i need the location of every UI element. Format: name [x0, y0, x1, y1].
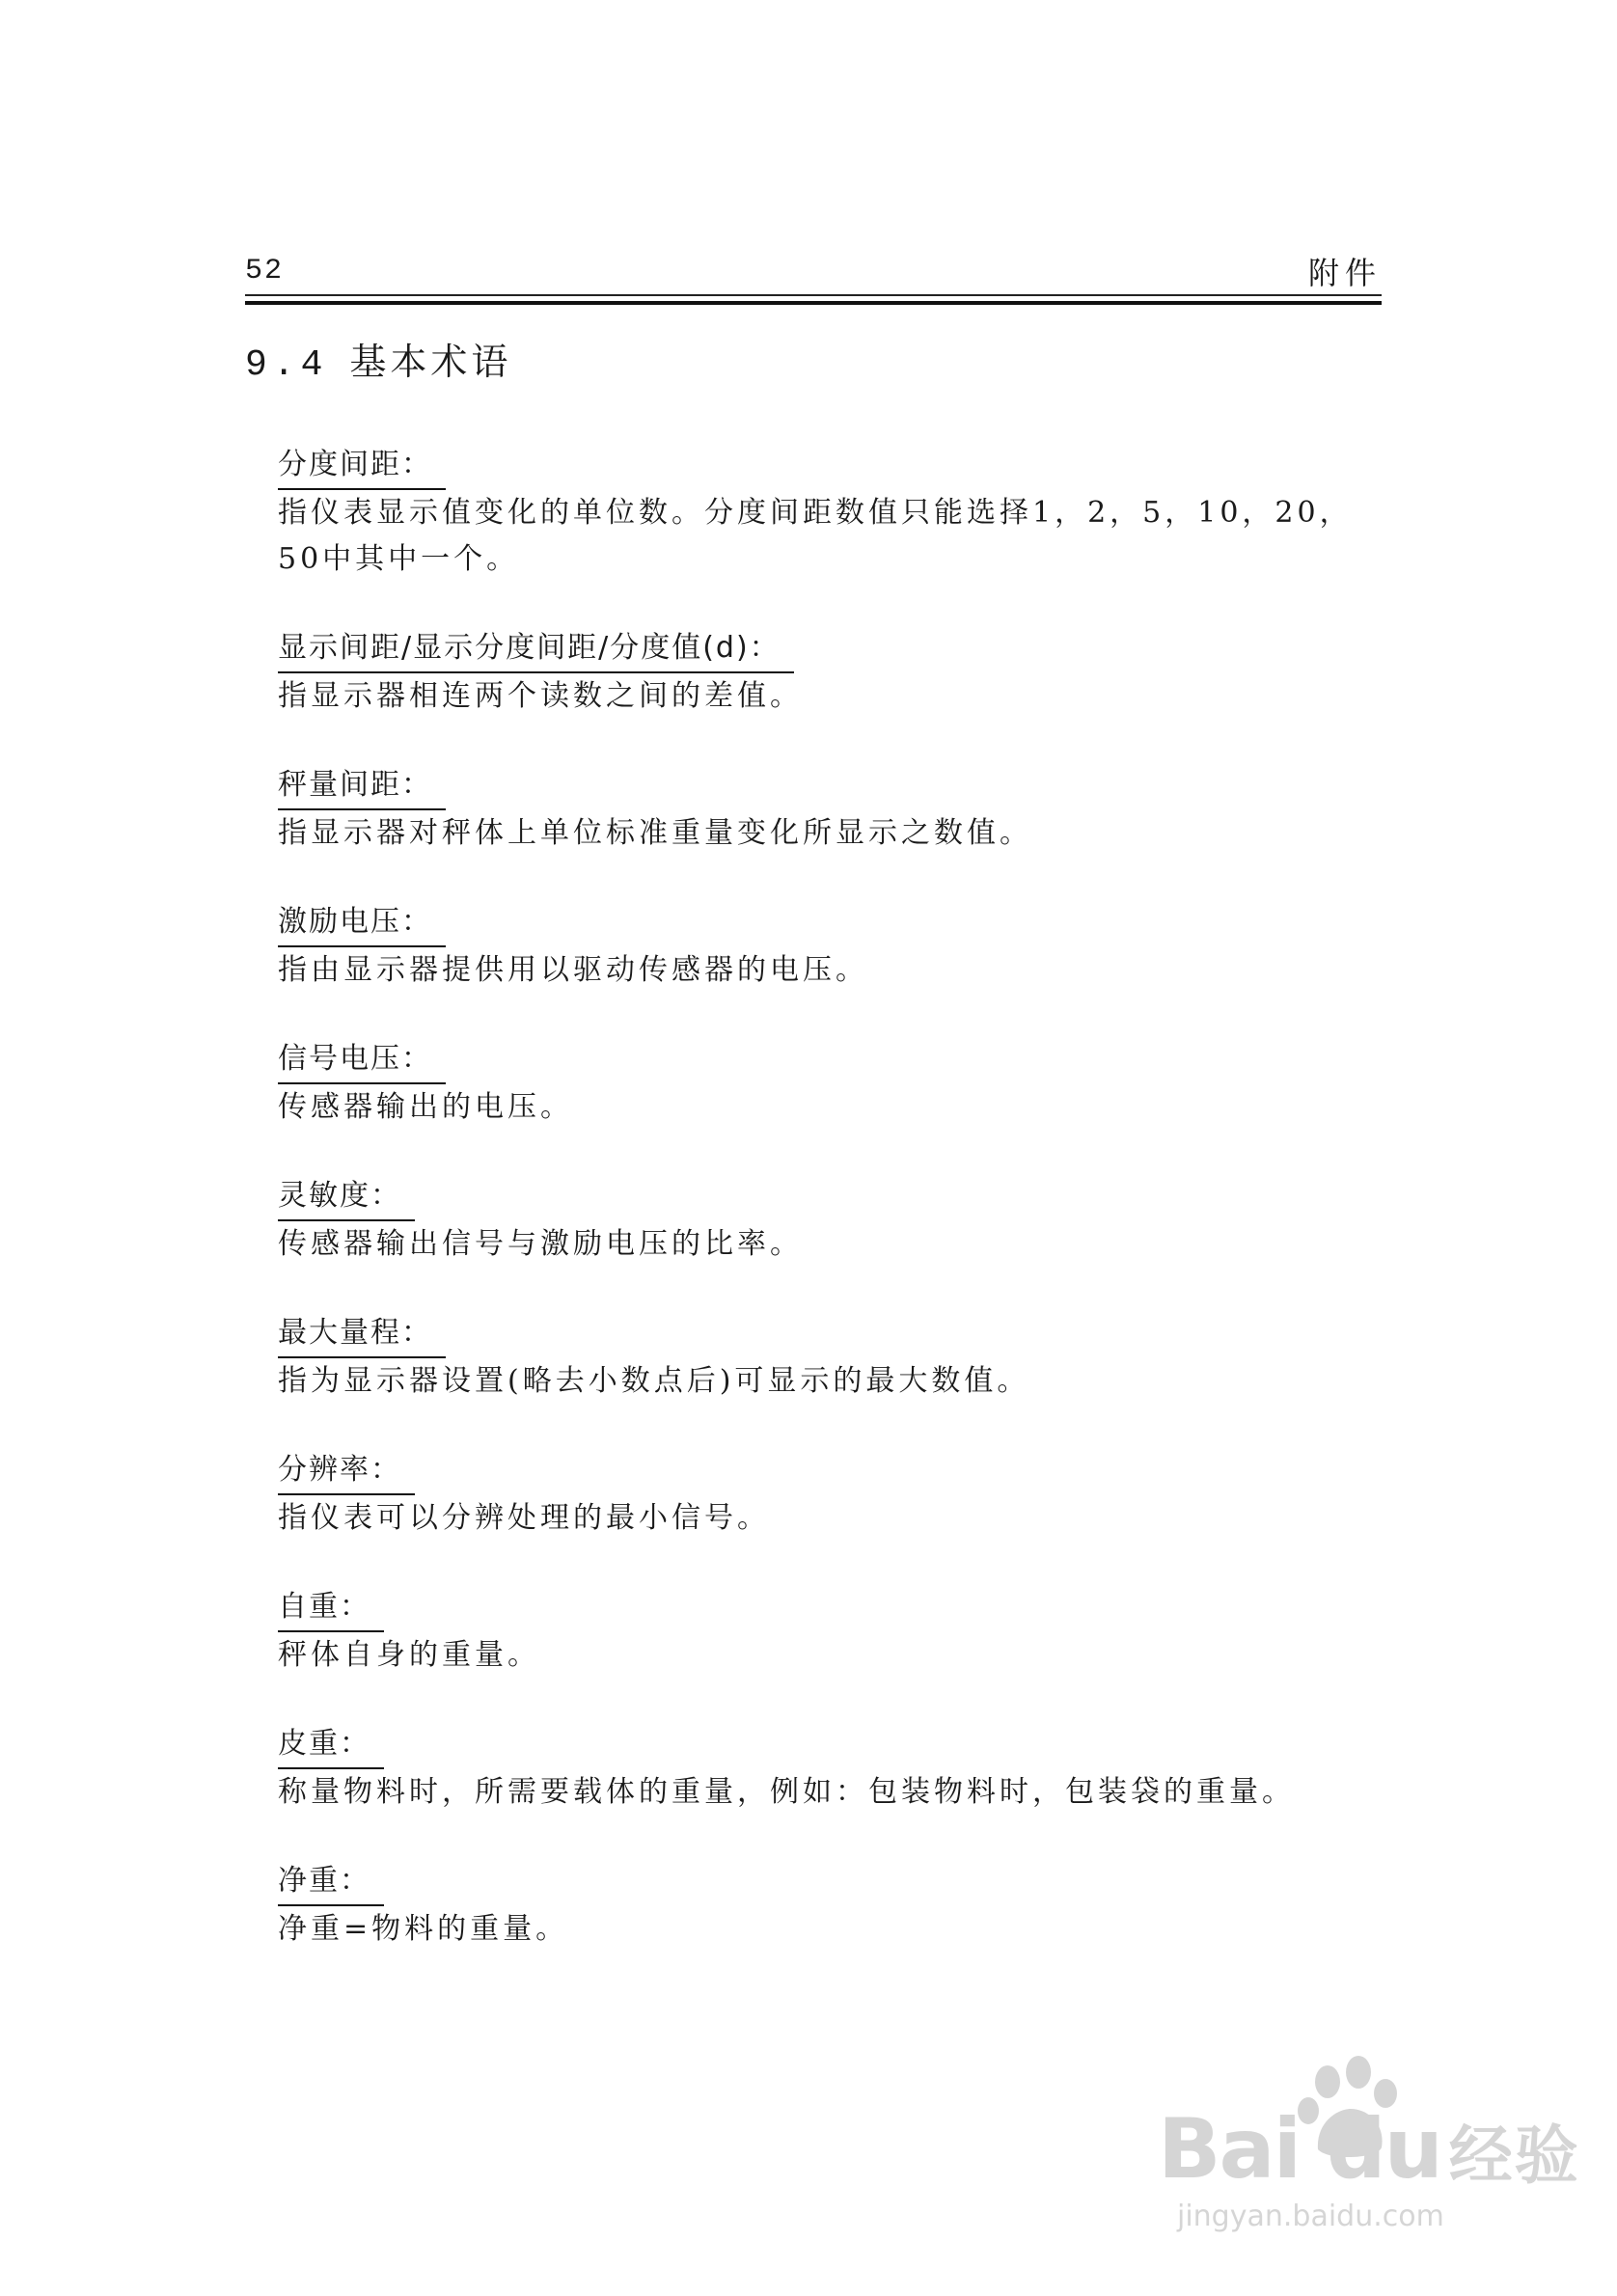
term-definition: 指仪表可以分辨处理的最小信号。	[278, 1501, 770, 1535]
watermark-url: jingyan.baidu.com	[1177, 2200, 1444, 2233]
header-rule-thin	[245, 294, 1382, 296]
term-resolution	[278, 1447, 1384, 1542]
term-name: 信号电压：	[278, 1036, 446, 1084]
baidu-jingyan-watermark	[1148, 2055, 1580, 2238]
term-net-weight	[278, 1858, 1384, 1953]
term-max-capacity	[278, 1310, 1384, 1405]
term-name: 秤量间距：	[278, 762, 446, 810]
term-name: 自重：	[278, 1584, 384, 1632]
term-excitation-voltage	[278, 899, 1384, 994]
term-definition: 净重=物料的重量。	[278, 1912, 569, 1946]
term-name: 激励电压：	[278, 899, 446, 947]
term-name: 皮重：	[278, 1721, 384, 1769]
section-title	[245, 332, 511, 386]
term-name: 分辨率：	[278, 1447, 415, 1495]
term-sensitivity	[278, 1173, 1384, 1268]
term-definition: 指为显示器设置(略去小数点后)可显示的最大数值。	[278, 1364, 1030, 1398]
section-number: 9.4	[245, 344, 329, 386]
watermark-logo-text: Bai du	[1158, 2101, 1441, 2198]
page-header	[245, 247, 1382, 291]
section-title-text: 基本术语	[349, 341, 512, 383]
term-name: 最大量程：	[278, 1310, 446, 1358]
term-name: 灵敏度：	[278, 1173, 415, 1221]
term-definition: 指由显示器提供用以驱动传感器的电压。	[278, 953, 868, 987]
term-division-interval	[278, 442, 1384, 583]
term-signal-voltage	[278, 1036, 1384, 1131]
term-display-interval	[278, 625, 1384, 720]
term-dead-weight	[278, 1584, 1384, 1679]
running-head: 附件	[1307, 255, 1382, 291]
term-name: 显示间距/显示分度间距/分度值(d)：	[278, 625, 794, 673]
term-name: 分度间距：	[278, 442, 446, 490]
term-definition: 传感器输出的电压。	[278, 1090, 573, 1124]
term-definition: 指仪表显示值变化的单位数。分度间距数值只能选择1，2，5，10，20，50中其中一个。	[278, 496, 1353, 576]
term-weighing-interval	[278, 762, 1384, 857]
term-definition: 传感器输出信号与激励电压的比率。	[278, 1227, 803, 1261]
term-definition: 指显示器相连两个读数之间的差值。	[278, 679, 803, 713]
watermark-logo	[1158, 2101, 1580, 2198]
term-name: 净重：	[278, 1858, 384, 1906]
page-number: 52	[245, 255, 285, 287]
term-definition: 指显示器对秤体上单位标准重量变化所显示之数值。	[278, 816, 1032, 850]
term-definition: 称量物料时，所需要载体的重量，例如：包装物料时，包装袋的重量。	[278, 1775, 1295, 1809]
header-rule-thick	[245, 301, 1382, 305]
terms-list	[278, 442, 1384, 1995]
watermark-logo-suffix: 经验	[1448, 2118, 1580, 2193]
term-tare	[278, 1721, 1384, 1816]
term-definition: 秤体自身的重量。	[278, 1638, 540, 1672]
